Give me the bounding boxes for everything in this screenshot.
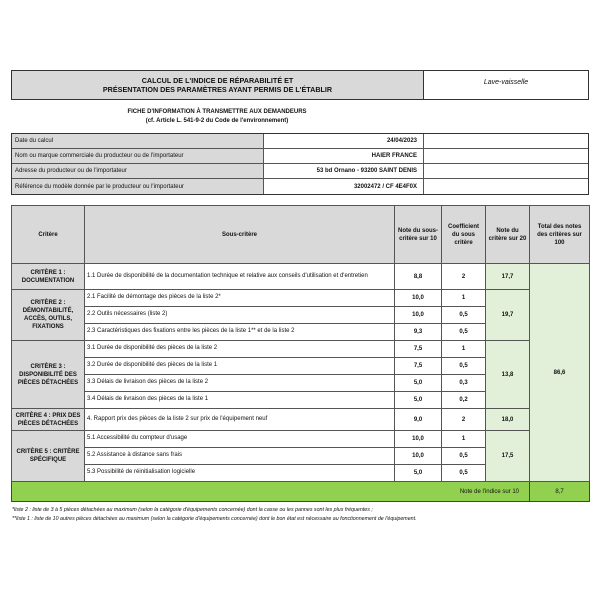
info-label: Référence du modèle donnée par le producteur ou l'importateur — [12, 179, 264, 194]
sub-criterion: 4. Rapport prix des pièces de la liste 2 sur prix de l'équipement neuf — [85, 409, 395, 431]
table-row — [12, 409, 590, 431]
criterion-name: CRITÈRE 1 : DOCUMENTATION — [12, 264, 85, 290]
footnote-liste-1: **liste 1 : liste de 10 autres pièces détachées au maximum (selon la catégorie d'équipements concernée) dont le bon état est nécessaire au fonctionnement de l'équipement. — [12, 516, 417, 522]
sub-note: 9,3 — [395, 324, 442, 341]
info-row-address — [12, 164, 588, 179]
footnotes — [11, 506, 589, 524]
sub-criterion: 2.3 Caractéristiques des fixations entre les pièces de la liste 1** et de la liste 2 — [85, 324, 395, 341]
sub-criterion: 3.3 Délais de livraison des pièces de la liste 2 — [85, 375, 395, 392]
criterion-name: CRITÈRE 4 : PRIX DES PIÈCES DÉTACHÉES — [12, 409, 85, 431]
sub-criterion: 5.3 Possibilité de réinitialisation logicielle — [85, 465, 395, 482]
info-blank — [424, 149, 588, 163]
header-title-line1: CALCUL DE L'INDICE DE RÉPARABILITÉ ET — [141, 76, 294, 85]
sub-criterion: 5.2 Assistance à distance sans frais — [85, 448, 395, 465]
sub-note: 7,5 — [395, 341, 442, 358]
header-total: Total des notes des critères sur 100 — [530, 206, 590, 264]
header-critere: Critère — [12, 206, 85, 264]
info-blank — [424, 179, 588, 194]
header-title-line2: PRÉSENTATION DES PARAMÈTRES AYANT PERMIS DE L'ÉTABLIR — [102, 85, 333, 94]
sub-note: 7,5 — [395, 358, 442, 375]
index-label: Note de l'indice sur 10 — [12, 482, 530, 502]
sub-coef: 0,5 — [442, 307, 486, 324]
header — [11, 70, 589, 100]
criterion-note20: 18,0 — [486, 409, 530, 431]
sub-coef: 0,3 — [442, 375, 486, 392]
sub-coef: 1 — [442, 290, 486, 307]
criterion-note20: 17,5 — [486, 431, 530, 482]
header-coef: Coefficient du sous critère — [442, 206, 486, 264]
info-value: 32002472 / CF 4E4F0X — [264, 179, 424, 194]
sub-coef: 0,5 — [442, 324, 486, 341]
table-row — [12, 341, 590, 358]
header-sous-critere: Sous-critère — [85, 206, 395, 264]
info-label: Nom ou marque commerciale du producteur ou de l'importateur — [12, 149, 264, 163]
sub-criterion: 5.1 Accessibilité du compteur d'usage — [85, 431, 395, 448]
sub-coef: 0,5 — [442, 358, 486, 375]
header-note-sous: Note du sous-critère sur 10 — [395, 206, 442, 264]
sub-coef: 2 — [442, 264, 486, 290]
table-header-row — [12, 206, 590, 264]
info-row-date — [12, 134, 588, 149]
criterion-name: CRITÈRE 2 : DÉMONTABILITÉ, ACCÈS, OUTILS, FIXATIONS — [12, 290, 85, 341]
sub-note: 8,8 — [395, 264, 442, 290]
info-blank — [424, 164, 588, 178]
index-footer-row — [12, 482, 590, 502]
header-note20: Note du critère sur 20 — [486, 206, 530, 264]
sub-note: 10,0 — [395, 290, 442, 307]
info-label: Adresse du producteur ou de l'importateur — [12, 164, 264, 178]
sub-coef: 0,5 — [442, 448, 486, 465]
fiche-line1: FICHE D'INFORMATION À TRANSMETTRE AUX DEMANDEURS — [127, 109, 307, 115]
sub-criterion: 3.4 Délais de livraison des pièces de la liste 1 — [85, 392, 395, 409]
criterion-note20: 17,7 — [486, 264, 530, 290]
sub-note: 5,0 — [395, 392, 442, 409]
sub-coef: 0,2 — [442, 392, 486, 409]
index-value: 8,7 — [530, 482, 590, 502]
criterion-name: CRITÈRE 3 : DISPONIBILITÉ DES PIÈCES DÉTACHÉES — [12, 341, 85, 409]
product-type: Lave-vaisselle — [483, 79, 529, 86]
footnote-liste-2: *liste 2 : liste de 3 à 5 pièces détachées au maximum (selon la catégorie d'équipements concernée) dont la casse ou les pannes sont les plus fréquentes ; — [12, 507, 373, 513]
criterion-note20: 19,7 — [486, 290, 530, 341]
info-label: Date du calcul — [12, 134, 264, 148]
info-row-brand — [12, 149, 588, 164]
table-row — [12, 290, 590, 307]
criteria-table — [11, 205, 590, 502]
info-row-reference — [12, 179, 588, 194]
sub-note: 5,0 — [395, 465, 442, 482]
sub-coef: 1 — [442, 431, 486, 448]
sub-criterion: 2.1 Facilité de démontage des pièces de la liste 2* — [85, 290, 395, 307]
info-value: 24/04/2023 — [264, 134, 424, 148]
sub-note: 10,0 — [395, 431, 442, 448]
criterion-note20: 13,8 — [486, 341, 530, 409]
sub-coef: 2 — [442, 409, 486, 431]
sub-note: 5,0 — [395, 375, 442, 392]
table-row — [12, 431, 590, 448]
sub-note: 10,0 — [395, 448, 442, 465]
total-score: 86,6 — [530, 264, 590, 482]
info-value: HAIER FRANCE — [264, 149, 424, 163]
sub-criterion: 3.1 Durée de disponibilité des pièces de la liste 2 — [85, 341, 395, 358]
table-row — [12, 264, 590, 290]
sub-coef: 1 — [442, 341, 486, 358]
info-value: 53 bd Ornano - 93200 SAINT DENIS — [264, 164, 424, 178]
criterion-name: CRITÈRE 5 : CRITÈRE SPÉCIFIQUE — [12, 431, 85, 482]
sub-note: 10,0 — [395, 307, 442, 324]
sub-criterion: 2.2 Outils nécessaires (liste 2) — [85, 307, 395, 324]
sub-criterion: 3.2 Durée de disponibilité des pièces de la liste 1 — [85, 358, 395, 375]
fiche-line2: (cf. Article L. 541-9-2 du Code de l'environnement) — [145, 117, 289, 124]
sub-coef: 0,5 — [442, 465, 486, 482]
info-blank — [424, 134, 588, 148]
sub-criterion: 1.1 Durée de disponibilité de la documentation technique et relative aux conseils d'utilisation et d'entretien — [85, 264, 395, 290]
info-table — [11, 133, 589, 195]
header-title — [12, 71, 424, 99]
fiche-heading — [11, 108, 423, 125]
sub-note: 9,0 — [395, 409, 442, 431]
repairability-sheet — [11, 70, 589, 524]
